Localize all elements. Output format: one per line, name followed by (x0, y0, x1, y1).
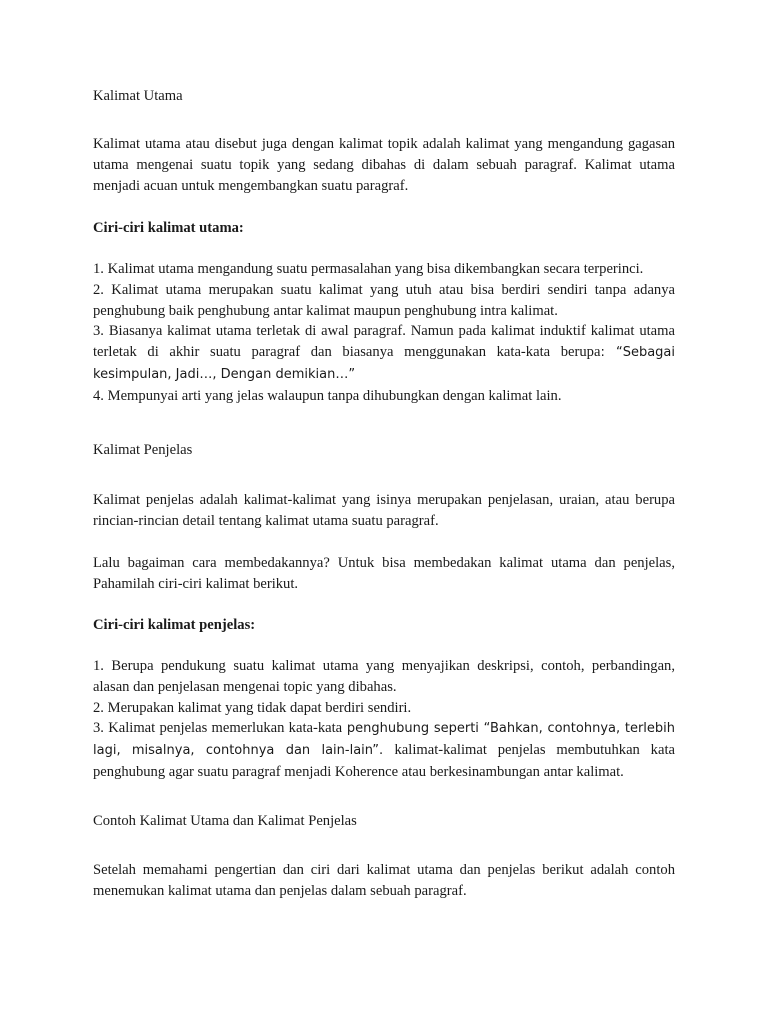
list-item: 4. Mempunyai arti yang jelas walaupun tanpa dihubungkan dengan kalimat lain. (93, 387, 562, 404)
ciri-kalimat-utama-subheading: Ciri-ciri kalimat utama: (93, 220, 244, 236)
section-heading-contoh: Contoh Kalimat Utama dan Kalimat Penjelas (93, 813, 357, 829)
contoh-paragraph: Setelah memahami pengertian dan ciri dari kalimat utama dan penjelas berikut adalah contoh menemukan kalimat utama dan penjelas dalam sebuah paragraf. (93, 862, 675, 899)
list-item: 1. Kalimat utama mengandung suatu permasalahan yang bisa dikembangkan secara terperinci. (93, 261, 644, 277)
list-item-text: kalimat-kalimat penjelas membutuhkan kata penghubung agar suatu paragraf menjadi Koherence atau berkesinambungan antar kalimat. (93, 742, 675, 780)
list-item (93, 718, 675, 782)
ciri-kalimat-penjelas-list (93, 656, 675, 783)
list-item: 2. Merupakan kalimat yang tidak dapat berdiri sendiri. (93, 699, 412, 716)
ciri-kalimat-utama-list (93, 259, 675, 407)
list-item: 2. Kalimat utama merupakan suatu kalimat yang utuh atau bisa berdiri sendiri tanpa adanya penghubung baik penghubung antar kalimat maupun penghubung intra kalimat. (93, 281, 675, 319)
section-heading-kalimat-utama: Kalimat Utama (93, 88, 183, 104)
kalimat-utama-paragraph: Kalimat utama atau disebut juga dengan kalimat topik adalah kalimat yang mengandung gagasan utama mengenai suatu topik yang sedang dibahas di dalam sebuah paragraf. Kalimat utama menjadi acuan untuk mengembangkan suatu paragraf. (93, 136, 675, 194)
list-item-text: 3. Kalimat penjelas memerlukan kata-kata (93, 720, 343, 737)
list-item-quote: penghubung seperti “Bahkan, contohnya, terlebih lagi, misalnya, contohnya dan lain-lain”. (93, 721, 675, 759)
list-item: 1. Berupa pendukung suatu kalimat utama yang menyajikan deskripsi, contoh, perbandingan, alasan dan penjelasan mengenai topic yang dibahas. (93, 658, 675, 695)
membedakan-paragraph: Lalu bagaiman cara membedakannya? Untuk bisa membedakan kalimat utama dan penjelas, Pahamilah ciri-ciri kalimat berikut. (93, 555, 675, 592)
list-item (93, 321, 675, 385)
list-item-text: 3. Biasanya kalimat utama terletak di awal paragraf. Namun pada kalimat induktif kalimat utama terletak di akhir suatu paragraf dan biasanya menggunakan kata-kata berupa (93, 323, 675, 361)
list-item-quote: : “Sebagai kesimpulan, Jadi…, Dengan demikian…” (93, 345, 675, 382)
kalimat-penjelas-paragraph: Kalimat penjelas adalah kalimat-kalimat yang isinya merupakan penjelasan, uraian, atau berupa rincian-rincian detail tentang kalimat utama suatu paragraf. (93, 492, 675, 529)
section-heading-kalimat-penjelas: Kalimat Penjelas (93, 442, 193, 458)
ciri-kalimat-penjelas-subheading: Ciri-ciri kalimat penjelas: (93, 617, 256, 633)
